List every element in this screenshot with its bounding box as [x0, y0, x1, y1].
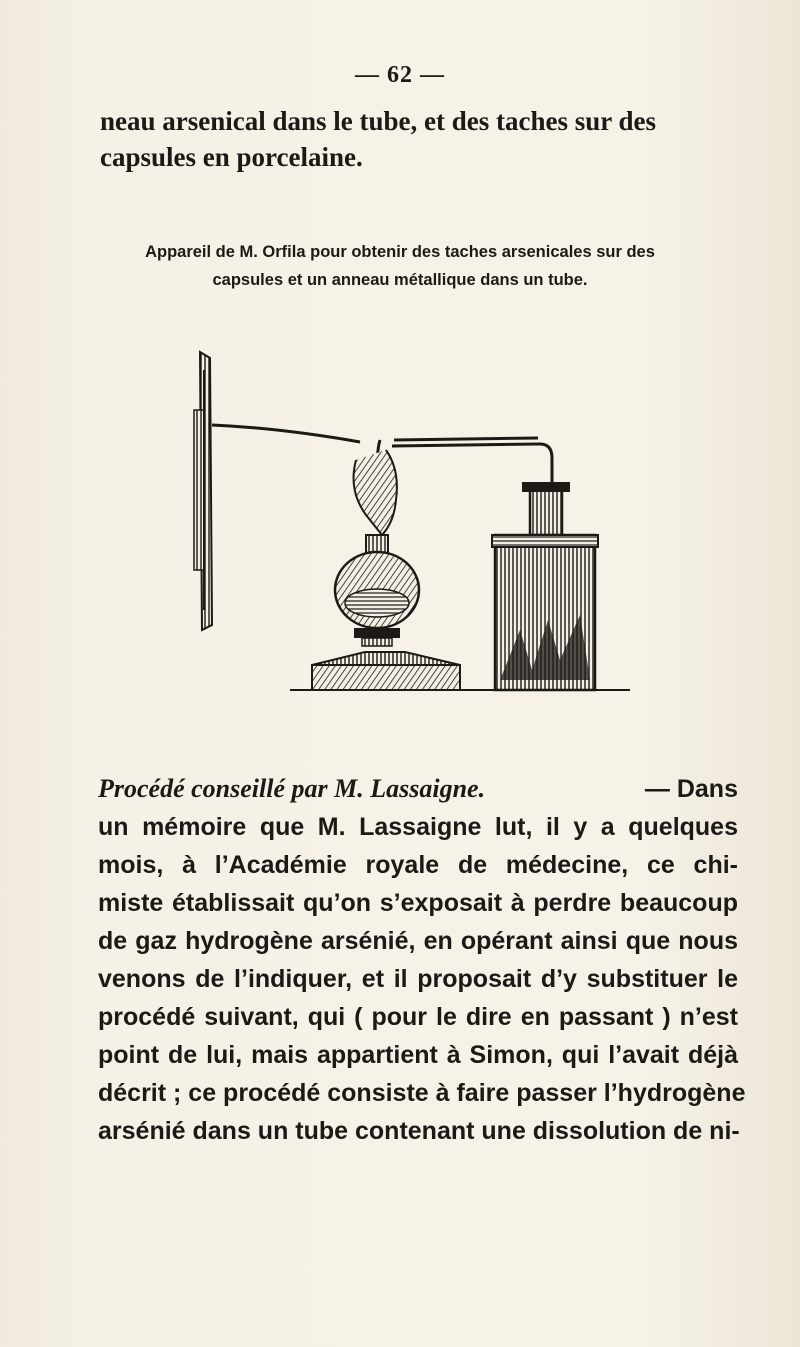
text-line: un mémoire que M. Lassaigne lut, il y a quelques: [98, 813, 738, 841]
figure-caption: [40, 238, 760, 294]
apparatus-engraving: [160, 340, 640, 710]
text-line: mois, à l’Académie royale de médecine, ce chi-: [98, 851, 738, 879]
text-line: de gaz hydrogène arsénié, en opérant ainsi que nous: [98, 927, 738, 955]
caption-line: capsules et un anneau métallique dans un tube.: [212, 271, 588, 289]
text-line: venons de l’indiquer, et il proposait d’y substituer le: [98, 965, 738, 993]
text-line: arsénié dans un tube contenant une dissolution de ni-: [98, 1117, 740, 1145]
text-line: capsules en porcelaine.: [100, 142, 363, 172]
continuation-paragraph: [100, 103, 740, 175]
text-line: miste établissait qu’on s’exposait à perdre beaucoup: [98, 889, 738, 917]
text-line: neau arsenical dans le tube, et des taches sur des: [100, 106, 657, 136]
heading-tail: — Dans: [644, 775, 738, 803]
text-line: procédé suivant, qui ( pour le dire en passant ) n’est: [98, 1003, 738, 1031]
page-number: — 62 —: [355, 62, 445, 88]
text-line: décrit ; ce procédé consiste à faire passer l’hydrogène: [98, 1079, 746, 1107]
lassaigne-section: [98, 770, 746, 1150]
collector-jar: [492, 482, 598, 690]
section-heading: Procédé conseillé par M. Lassaigne.: [98, 774, 486, 803]
furnace-base: [312, 652, 460, 690]
generating-flask: [335, 440, 419, 646]
caption-line: Appareil de M. Orfila pour obtenir des taches arsenicales sur des: [145, 243, 655, 261]
porcelain-capsule: [194, 352, 212, 630]
section-first-line: [98, 770, 738, 808]
text-line: point de lui, mais appartient à Simon, qui l’avait déjà: [98, 1041, 738, 1069]
